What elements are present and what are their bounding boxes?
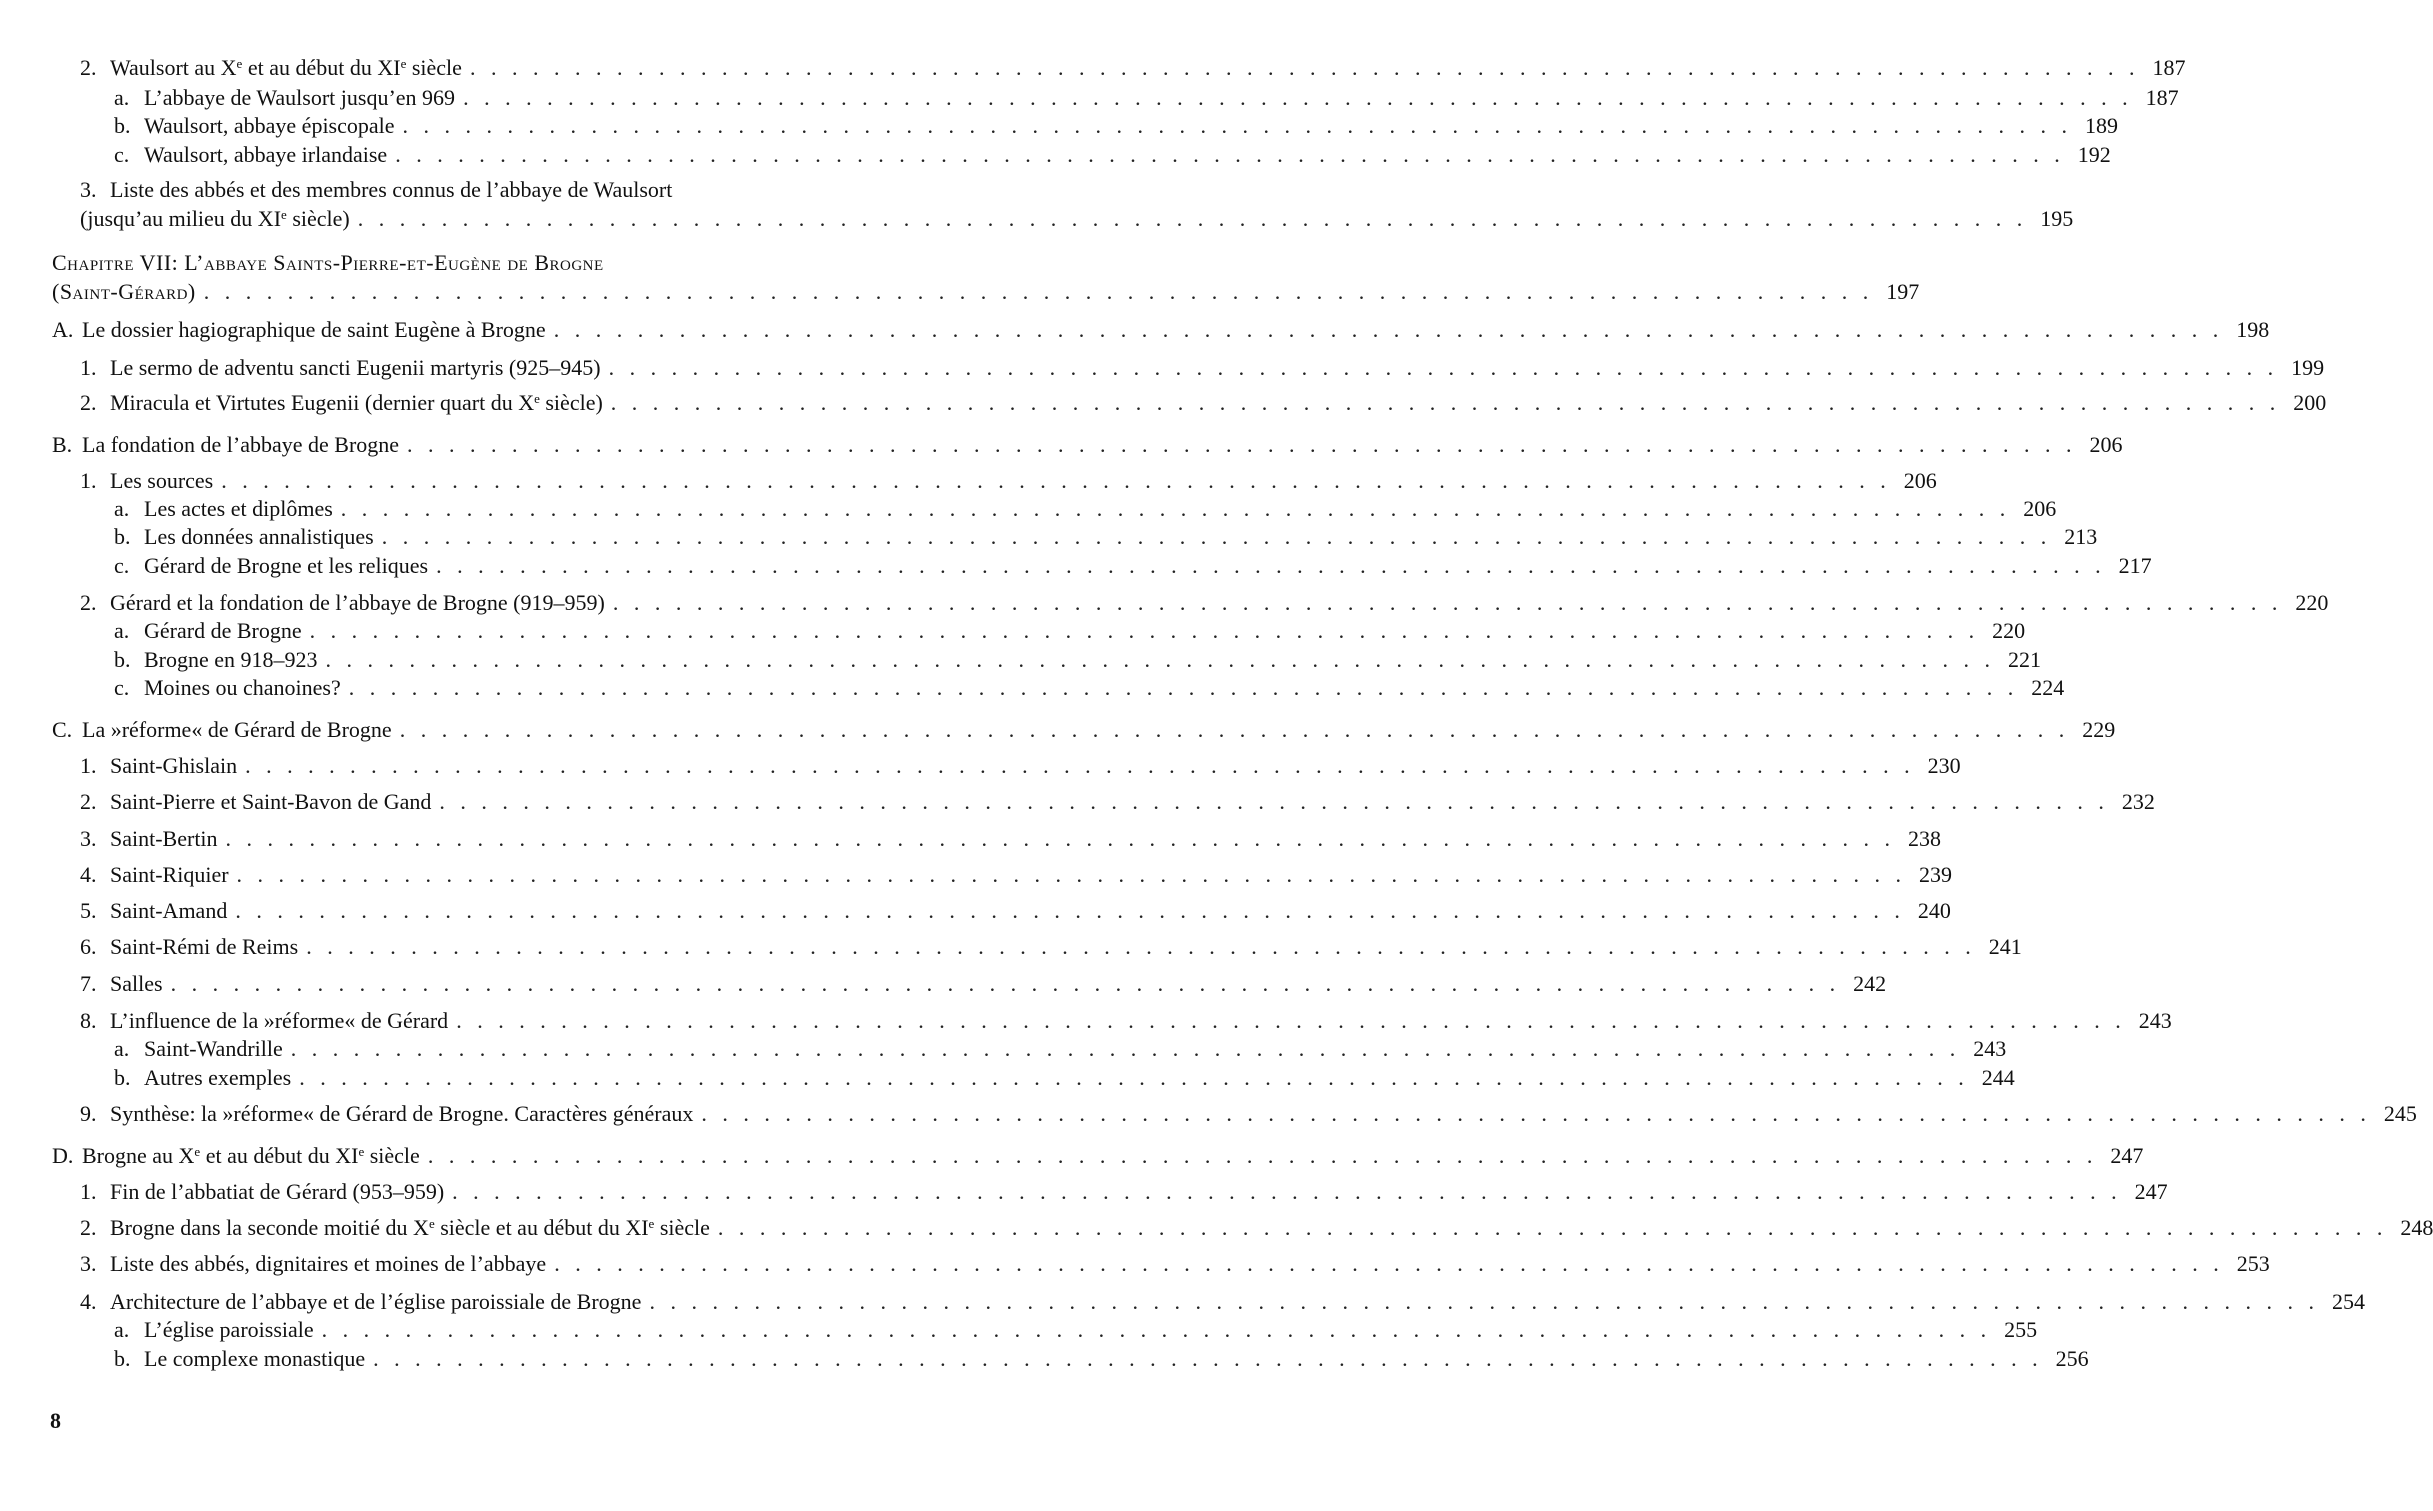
dot-leader: . . . . . . . . . . . . . . . . . . . . . . . . . . . . . . . . . . . . . . . . . . . . . . . . . . . . . . . . . . . . . . . . . . . . . . . . . . . . . . . . bbox=[463, 85, 2133, 110]
toc-entry-number: b. bbox=[114, 647, 131, 672]
toc-entry-number: a. bbox=[114, 1317, 130, 1342]
toc-entry-number: c. bbox=[114, 142, 130, 167]
toc-entry-page: 245 bbox=[2383, 1101, 2417, 1126]
toc-entry-title: Moines ou chanoines? bbox=[144, 675, 341, 700]
dot-leader: . . . . . . . . . . . . . . . . . . . . . . . . . . . . . . . . . . . . . . . . . . . . . . . . . . . . . . . . . . . . . . . . . . . . . . . . . . . . . . . . bbox=[717, 1215, 2388, 1240]
toc-entry-title: La fondation de l’abbaye de Brogne bbox=[82, 432, 400, 457]
dot-leader: . . . . . . . . . . . . . . . . . . . . . . . . . . . . . . . . . . . . . . . . . . . . . . . . . . . . . . . . . . . . . . . . . . . . . . . . . . . . . . . . bbox=[340, 496, 2011, 521]
toc-entry-title: Brogne en 918–923 bbox=[144, 647, 318, 672]
toc-entry-number: 4. bbox=[80, 862, 97, 887]
toc-entry-number: B. bbox=[52, 432, 73, 457]
toc-entry-page: 206 bbox=[2089, 432, 2123, 457]
toc-entry-title: Saint-Ghislain bbox=[110, 753, 238, 778]
toc-entry-title: Les actes et diplômes bbox=[144, 496, 333, 521]
toc-entry-title: Gérard de Brogne bbox=[144, 618, 302, 643]
toc-entry-number: 2. bbox=[80, 789, 97, 814]
dot-leader: . . . . . . . . . . . . . . . . . . . . . . . . . . . . . . . . . . . . . . . . . . . . . . . . . . . . . . . . . . . . . . . . . . . . . . . . . . . . . . . . bbox=[325, 647, 1996, 672]
dot-leader: . . . . . . . . . . . . . . . . . . . . . . . . . . . . . . . . . . . . . . . . . . . . . . . . . . . . . . . . . . . . . . . . . . . . . . . . . . . . . . . . bbox=[427, 1143, 2098, 1168]
toc-entry-number: 3. bbox=[80, 177, 97, 202]
toc-entry[interactable] bbox=[80, 1178, 2168, 1206]
dot-leader: . . . . . . . . . . . . . . . . . . . . . . . . . . . . . . . . . . . . . . . . . . . . . . . . . . . . . . . . . . . . . . . . . . . . . . . . . . . . . . . . bbox=[436, 553, 2106, 578]
toc-entry-number: 1. bbox=[80, 355, 97, 380]
toc-entry-title: Saint-Wandrille bbox=[144, 1036, 283, 1061]
toc-entry-number: a. bbox=[114, 496, 130, 521]
toc-entry-page: 195 bbox=[2040, 206, 2074, 231]
toc-entry-number: 2. bbox=[80, 55, 97, 80]
toc-entry-number: a. bbox=[114, 618, 130, 643]
toc-entry[interactable] bbox=[114, 1064, 2015, 1092]
toc-entry-page: 230 bbox=[1927, 753, 1961, 778]
dot-leader: . . . . . . . . . . . . . . . . . . . . . . . . . . . . . . . . . . . . . . . . . . . . . . . . . . . . . . . . . . . . . . . . . . . . . . . . . . . . . . . . bbox=[321, 1317, 1992, 1342]
page-number: 8 bbox=[50, 1408, 61, 1433]
toc-entry[interactable] bbox=[114, 141, 2111, 169]
toc-entry[interactable] bbox=[80, 176, 925, 204]
toc-entry-page: 192 bbox=[2077, 142, 2111, 167]
toc-entry-title: Chapitre VII: L’abbaye Saints-Pierre-et-Eugène de Brogne bbox=[52, 250, 604, 275]
toc-entry-number: a. bbox=[114, 85, 130, 110]
toc-entry-title: Fin de l’abbatiat de Gérard (953–959) bbox=[110, 1179, 445, 1204]
toc-entry[interactable] bbox=[52, 278, 1920, 306]
dot-leader: . . . . . . . . . . . . . . . . . . . . . . . . . . . . . . . . . . . . . . . . . . . . . . . . . . . . . . . . . . . . . . . . . . . . . . . . . . . . . . . . bbox=[309, 618, 1980, 643]
toc-entry-title: L’abbaye de Waulsort jusqu’en 969 bbox=[144, 85, 456, 110]
toc-entry-title: Waulsort, abbaye épiscopale bbox=[144, 113, 395, 138]
toc-entry[interactable] bbox=[80, 933, 2022, 961]
toc-entry-page: 241 bbox=[1988, 934, 2022, 959]
toc-entry-page: 187 bbox=[2152, 55, 2186, 80]
toc-entry[interactable] bbox=[80, 1007, 2172, 1035]
dot-leader: . . . . . . . . . . . . . . . . . . . . . . . . . . . . . . . . . . . . . . . . . . . . . . . . . . . . . . . . . . . . . . . . . . . . . . . . . . . . . . . . bbox=[245, 753, 1915, 778]
toc-entry-page: 229 bbox=[2082, 717, 2116, 742]
dot-leader: . . . . . . . . . . . . . . . . . . . . . . . . . . . . . . . . . . . . . . . . . . . . . . . . . . . . . . . . . . . . . . . . . . . . . . . . . . . . . . . . bbox=[439, 789, 2109, 814]
toc-entry[interactable] bbox=[114, 84, 2179, 112]
toc-entry-title: Saint-Amand bbox=[110, 898, 228, 923]
toc-entry-page: 206 bbox=[2023, 496, 2057, 521]
toc-entry-number: b. bbox=[114, 1065, 131, 1090]
toc-entry-page: 243 bbox=[1973, 1036, 2007, 1061]
toc-entry[interactable] bbox=[80, 897, 1951, 925]
toc-entry[interactable] bbox=[52, 316, 2270, 344]
toc-entry-number: 6. bbox=[80, 934, 97, 959]
toc-entry[interactable] bbox=[80, 389, 2327, 417]
dot-leader: . . . . . . . . . . . . . . . . . . . . . . . . . . . . . . . . . . . . . . . . . . . . . . . . . . . . . . . . . . . . . . . . . . . . . . . . . . . . . . . . bbox=[554, 1251, 2224, 1276]
toc-entry-title: La »réforme« de Gérard de Brogne bbox=[82, 717, 392, 742]
toc-entry-page: 244 bbox=[1981, 1065, 2015, 1090]
toc-entry-number: b. bbox=[114, 113, 131, 138]
dot-leader: . . . . . . . . . . . . . . . . . . . . . . . . . . . . . . . . . . . . . . . . . . . . . . . . . . . . . . . . . . . . . . . . . . . . . . . . . . . . . . . . bbox=[469, 55, 2140, 80]
toc-entry-title: Saint-Pierre et Saint-Bavon de Gand bbox=[110, 789, 432, 814]
toc-entry-page: 213 bbox=[2064, 524, 2098, 549]
toc-entry[interactable] bbox=[52, 431, 2123, 459]
dot-leader: . . . . . . . . . . . . . . . . . . . . . . . . . . . . . . . . . . . . . . . . . . . . . . . . . . . . . . . . . . . . . . . . . . . . . . . . . . . . . . . . bbox=[610, 390, 2281, 415]
toc-entry-number: b. bbox=[114, 524, 131, 549]
toc-entry[interactable] bbox=[114, 552, 2152, 580]
toc-entry[interactable] bbox=[80, 970, 1887, 998]
dot-leader: . . . . . . . . . . . . . . . . . . . . . . . . . . . . . . . . . . . . . . . . . . . . . . . . . . . . . . . . . . . . . . . . . . . . . . . . . . . . . . . . bbox=[203, 279, 1874, 304]
toc-entry-page: 224 bbox=[2031, 675, 2065, 700]
toc-entry-page: 255 bbox=[2004, 1317, 2038, 1342]
toc-entry[interactable] bbox=[114, 1316, 2038, 1344]
toc-entry-page: 198 bbox=[2236, 317, 2270, 342]
toc-entry-number: 4. bbox=[80, 1289, 97, 1314]
toc-entry-page: 247 bbox=[2110, 1143, 2144, 1168]
toc-entry-page: 253 bbox=[2236, 1251, 2270, 1276]
toc-entry[interactable] bbox=[114, 646, 2042, 674]
toc-entry-number: 3. bbox=[80, 826, 97, 851]
toc-entry-title: Brogne dans la seconde moitié du Xe siècle et au début du XIe siècle bbox=[110, 1215, 710, 1240]
toc-entry-page: 232 bbox=[2121, 789, 2155, 814]
toc-entry-page: 199 bbox=[2291, 355, 2325, 380]
toc-entry[interactable] bbox=[80, 752, 1961, 780]
toc-entry-number: 1. bbox=[80, 468, 97, 493]
toc-entry-page: 189 bbox=[2085, 113, 2119, 138]
toc-entry-page: 217 bbox=[2118, 553, 2152, 578]
dot-leader: . . . . . . . . . . . . . . . . . . . . . . . . . . . . . . . . . . . . . . . . . . . . . . . . . . . . . . . . . . . . . . . . . . . . . . . . . . . . . . . . bbox=[402, 113, 2073, 138]
toc-entry-title: L’influence de la »réforme« de Gérard bbox=[110, 1008, 449, 1033]
toc-entry-title: Waulsort au Xe et au début du XIe siècle bbox=[110, 55, 462, 80]
toc-entry-number: 2. bbox=[80, 590, 97, 615]
toc-entry-number: C. bbox=[52, 717, 73, 742]
toc-entry-page: 200 bbox=[2293, 390, 2327, 415]
toc-entry-page: 243 bbox=[2138, 1008, 2172, 1033]
toc-entry-title: Le complexe monastique bbox=[144, 1346, 366, 1371]
toc-entry-title: Liste des abbés et des membres connus de l’abbaye de Waulsort bbox=[110, 177, 673, 202]
dot-leader: . . . . . . . . . . . . . . . . . . . . . . . . . . . . . . . . . . . . . . . . . . . . . . . . . . . . . . . . . . . . . . . . . . . . . . . . . . . . . . . . bbox=[553, 317, 2224, 342]
toc-entry-title: L’église paroissiale bbox=[144, 1317, 314, 1342]
toc-entry[interactable] bbox=[80, 354, 2325, 382]
toc-entry-page: 240 bbox=[1917, 898, 1951, 923]
toc-entry-page: 220 bbox=[2295, 590, 2329, 615]
dot-leader: . . . . . . . . . . . . . . . . . . . . . . . . . . . . . . . . . . . . . . . . . . . . . . . . . . . . . . . . . . . . . . . . . . . . . . . . . . . . . . . . bbox=[235, 898, 1905, 923]
toc-entry[interactable] bbox=[80, 467, 1937, 495]
toc-entry-page: 247 bbox=[2134, 1179, 2168, 1204]
toc-entry-page: 238 bbox=[1908, 826, 1942, 851]
toc-entry-number: 3. bbox=[80, 1251, 97, 1276]
toc-entry-title: Liste des abbés, dignitaires et moines de l’abbaye bbox=[110, 1251, 547, 1276]
dot-leader: . . . . . . . . . . . . . . . . . . . . . . . . . . . . . . . . . . . . . . . . . . . . . . . . . . . . . . . . . . . . . . . . . . . . . . . . . . . . . . . . bbox=[373, 1346, 2043, 1371]
toc-entry-number: c. bbox=[114, 675, 130, 700]
toc-entry-number: D. bbox=[52, 1143, 74, 1168]
toc-entry[interactable] bbox=[114, 523, 2098, 551]
toc-entry[interactable] bbox=[114, 617, 2026, 645]
toc-entry-page: 206 bbox=[1903, 468, 1937, 493]
dot-leader: . . . . . . . . . . . . . . . . . . . . . . . . . . . . . . . . . . . . . . . . . . . . . . . . . . . . . . . . . . . . . . . . . . . . . . . . . . . . . . . . bbox=[608, 355, 2279, 380]
dot-leader: . . . . . . . . . . . . . . . . . . . . . . . . . . . . . . . . . . . . . . . . . . . . . . . . . . . . . . . . . . . . . . . . . . . . . . . . . . . . . . . . bbox=[348, 675, 2019, 700]
dot-leader: . . . . . . . . . . . . . . . . . . . . . . . . . . . . . . . . . . . . . . . . . . . . . . . . . . . . . . . . . . . . . . . . . . . . . . . . . . . . . . . . bbox=[221, 468, 1891, 493]
toc-entry[interactable] bbox=[114, 674, 2065, 702]
dot-leader: . . . . . . . . . . . . . . . . . . . . . . . . . . . . . . . . . . . . . . . . . . . . . . . . . . . . . . . . . . . . . . . . . . . . . . . . . . . . . . . . bbox=[399, 717, 2070, 742]
toc-entry-number: a. bbox=[114, 1036, 130, 1061]
dot-leader: . . . . . . . . . . . . . . . . . . . . . . . . . . . . . . . . . . . . . . . . . . . . . . . . . . . . . . . . . . . . . . . . . . . . . . . . . . . . . . . . bbox=[357, 206, 2028, 231]
dot-leader: . . . . . . . . . . . . . . . . . . . . . . . . . . . . . . . . . . . . . . . . . . . . . . . . . . . . . . . . . . . . . . . . . . . . . . . . . . . . . . . . bbox=[381, 524, 2052, 549]
toc-entry-number: A. bbox=[52, 317, 74, 342]
toc-entry[interactable] bbox=[80, 1288, 2365, 1316]
dot-leader: . . . . . . . . . . . . . . . . . . . . . . . . . . . . . . . . . . . . . . . . . . . . . . . . . . . . . . . . . . . . . . . . . . . . . . . . . . . . . . . . bbox=[649, 1289, 2319, 1314]
toc-entry[interactable] bbox=[114, 112, 2119, 140]
toc-entry-page: 248 bbox=[2400, 1215, 2433, 1240]
toc-entry[interactable] bbox=[80, 788, 2155, 816]
dot-leader: . . . . . . . . . . . . . . . . . . . . . . . . . . . . . . . . . . . . . . . . . . . . . . . . . . . . . . . . . . . . . . . . . . . . . . . . . . . . . . . . bbox=[452, 1179, 2122, 1204]
toc-entry-title: Les données annalistiques bbox=[144, 524, 374, 549]
toc-entry[interactable] bbox=[52, 716, 2116, 744]
toc-entry-title: Architecture de l’abbaye et de l’église paroissiale de Brogne bbox=[110, 1289, 642, 1314]
toc-entry-number: 2. bbox=[80, 390, 97, 415]
toc-entry[interactable] bbox=[52, 1142, 2144, 1170]
toc-entry[interactable] bbox=[114, 1345, 2089, 1373]
toc-entry-page: 242 bbox=[1853, 971, 1887, 996]
toc-entry-number: b. bbox=[114, 1346, 131, 1371]
toc-entry-number: 9. bbox=[80, 1101, 97, 1126]
dot-leader: . . . . . . . . . . . . . . . . . . . . . . . . . . . . . . . . . . . . . . . . . . . . . . . . . . . . . . . . . . . . . . . . . . . . . . . . . . . . . . . . bbox=[407, 432, 2077, 457]
dot-leader: . . . . . . . . . . . . . . . . . . . . . . . . . . . . . . . . . . . . . . . . . . . . . . . . . . . . . . . . . . . . . . . . . . . . . . . . . . . . . . . . bbox=[225, 826, 1896, 851]
toc-entry-page: 239 bbox=[1919, 862, 1953, 887]
dot-leader: . . . . . . . . . . . . . . . . . . . . . . . . . . . . . . . . . . . . . . . . . . . . . . . . . . . . . . . . . . . . . . . . . . . . . . . . . . . . . . . . bbox=[290, 1036, 1961, 1061]
toc-entry-title: Autres exemples bbox=[144, 1065, 292, 1090]
dot-leader: . . . . . . . . . . . . . . . . . . . . . . . . . . . . . . . . . . . . . . . . . . . . . . . . . . . . . . . . . . . . . . . . . . . . . . . . . . . . . . . . bbox=[236, 862, 1907, 887]
toc-entry[interactable] bbox=[80, 205, 2074, 233]
toc-entry[interactable] bbox=[80, 54, 2186, 82]
toc-entry-title: Saint-Bertin bbox=[110, 826, 218, 851]
toc-entry[interactable] bbox=[80, 589, 2329, 617]
toc-entry-title: Gérard de Brogne et les reliques bbox=[144, 553, 429, 578]
toc-entry[interactable] bbox=[80, 1250, 2270, 1278]
toc-entry-number: 2. bbox=[80, 1215, 97, 1240]
toc-entry-title: Saint-Riquier bbox=[110, 862, 229, 887]
toc-entry[interactable] bbox=[80, 861, 1953, 889]
dot-leader: . . . . . . . . . . . . . . . . . . . . . . . . . . . . . . . . . . . . . . . . . . . . . . . . . . . . . . . . . . . . . . . . . . . . . . . . . . . . . . . . bbox=[701, 1101, 2371, 1126]
toc-entry-title: (Saint-Gérard) bbox=[52, 279, 196, 304]
toc-entry-title: Salles bbox=[110, 971, 163, 996]
toc-entry-number: 1. bbox=[80, 753, 97, 778]
toc-entry-number: 8. bbox=[80, 1008, 97, 1033]
toc-entry[interactable] bbox=[80, 1214, 2433, 1242]
toc-entry-number: 7. bbox=[80, 971, 97, 996]
toc-entry-page: 220 bbox=[1992, 618, 2026, 643]
toc-entry-title: (jusqu’au milieu du XIe siècle) bbox=[80, 206, 350, 231]
toc-entry-page: 254 bbox=[2331, 1289, 2365, 1314]
dot-leader: . . . . . . . . . . . . . . . . . . . . . . . . . . . . . . . . . . . . . . . . . . . . . . . . . . . . . . . . . . . . . . . . . . . . . . . . . . . . . . . . bbox=[456, 1008, 2126, 1033]
toc-entry-title: Le dossier hagiographique de saint Eugène à Brogne bbox=[82, 317, 546, 342]
toc-entry[interactable] bbox=[80, 1100, 2417, 1128]
toc-entry-page: 187 bbox=[2145, 85, 2179, 110]
toc-entry-title: Gérard et la fondation de l’abbaye de Brogne (919–959) bbox=[110, 590, 605, 615]
toc-entry[interactable] bbox=[52, 249, 925, 277]
toc-entry[interactable] bbox=[114, 1035, 2007, 1063]
toc-entry-title: Brogne au Xe et au début du XIe siècle bbox=[82, 1143, 420, 1168]
dot-leader: . . . . . . . . . . . . . . . . . . . . . . . . . . . . . . . . . . . . . . . . . . . . . . . . . . . . . . . . . . . . . . . . . . . . . . . . . . . . . . . . bbox=[170, 971, 1841, 996]
dot-leader: . . . . . . . . . . . . . . . . . . . . . . . . . . . . . . . . . . . . . . . . . . . . . . . . . . . . . . . . . . . . . . . . . . . . . . . . . . . . . . . . bbox=[612, 590, 2283, 615]
toc-entry[interactable] bbox=[80, 825, 1942, 853]
dot-leader: . . . . . . . . . . . . . . . . . . . . . . . . . . . . . . . . . . . . . . . . . . . . . . . . . . . . . . . . . . . . . . . . . . . . . . . . . . . . . . . . bbox=[395, 142, 2065, 167]
toc-entry-page: 197 bbox=[1886, 279, 1920, 304]
toc-entry-title: Waulsort, abbaye irlandaise bbox=[144, 142, 388, 167]
dot-leader: . . . . . . . . . . . . . . . . . . . . . . . . . . . . . . . . . . . . . . . . . . . . . . . . . . . . . . . . . . . . . . . . . . . . . . . . . . . . . . . . bbox=[306, 934, 1976, 959]
toc-entry-title: Les sources bbox=[110, 468, 214, 493]
toc-entry-title: Le sermo de adventu sancti Eugenii martyris (925–945) bbox=[110, 355, 601, 380]
toc-entry-number: 5. bbox=[80, 898, 97, 923]
toc-entry-number: 1. bbox=[80, 1179, 97, 1204]
toc-entry-page: 256 bbox=[2055, 1346, 2089, 1371]
toc-entry-page: 221 bbox=[2008, 647, 2042, 672]
toc-entry-title: Synthèse: la »réforme« de Gérard de Brogne. Caractères généraux bbox=[110, 1101, 694, 1126]
toc-entry-title: Saint-Rémi de Reims bbox=[110, 934, 299, 959]
toc-entry-number: c. bbox=[114, 553, 130, 578]
toc-entry-title: Miracula et Virtutes Eugenii (dernier quart du Xe siècle) bbox=[110, 390, 603, 415]
toc-entry[interactable] bbox=[114, 495, 2057, 523]
dot-leader: . . . . . . . . . . . . . . . . . . . . . . . . . . . . . . . . . . . . . . . . . . . . . . . . . . . . . . . . . . . . . . . . . . . . . . . . . . . . . . . . bbox=[299, 1065, 1969, 1090]
